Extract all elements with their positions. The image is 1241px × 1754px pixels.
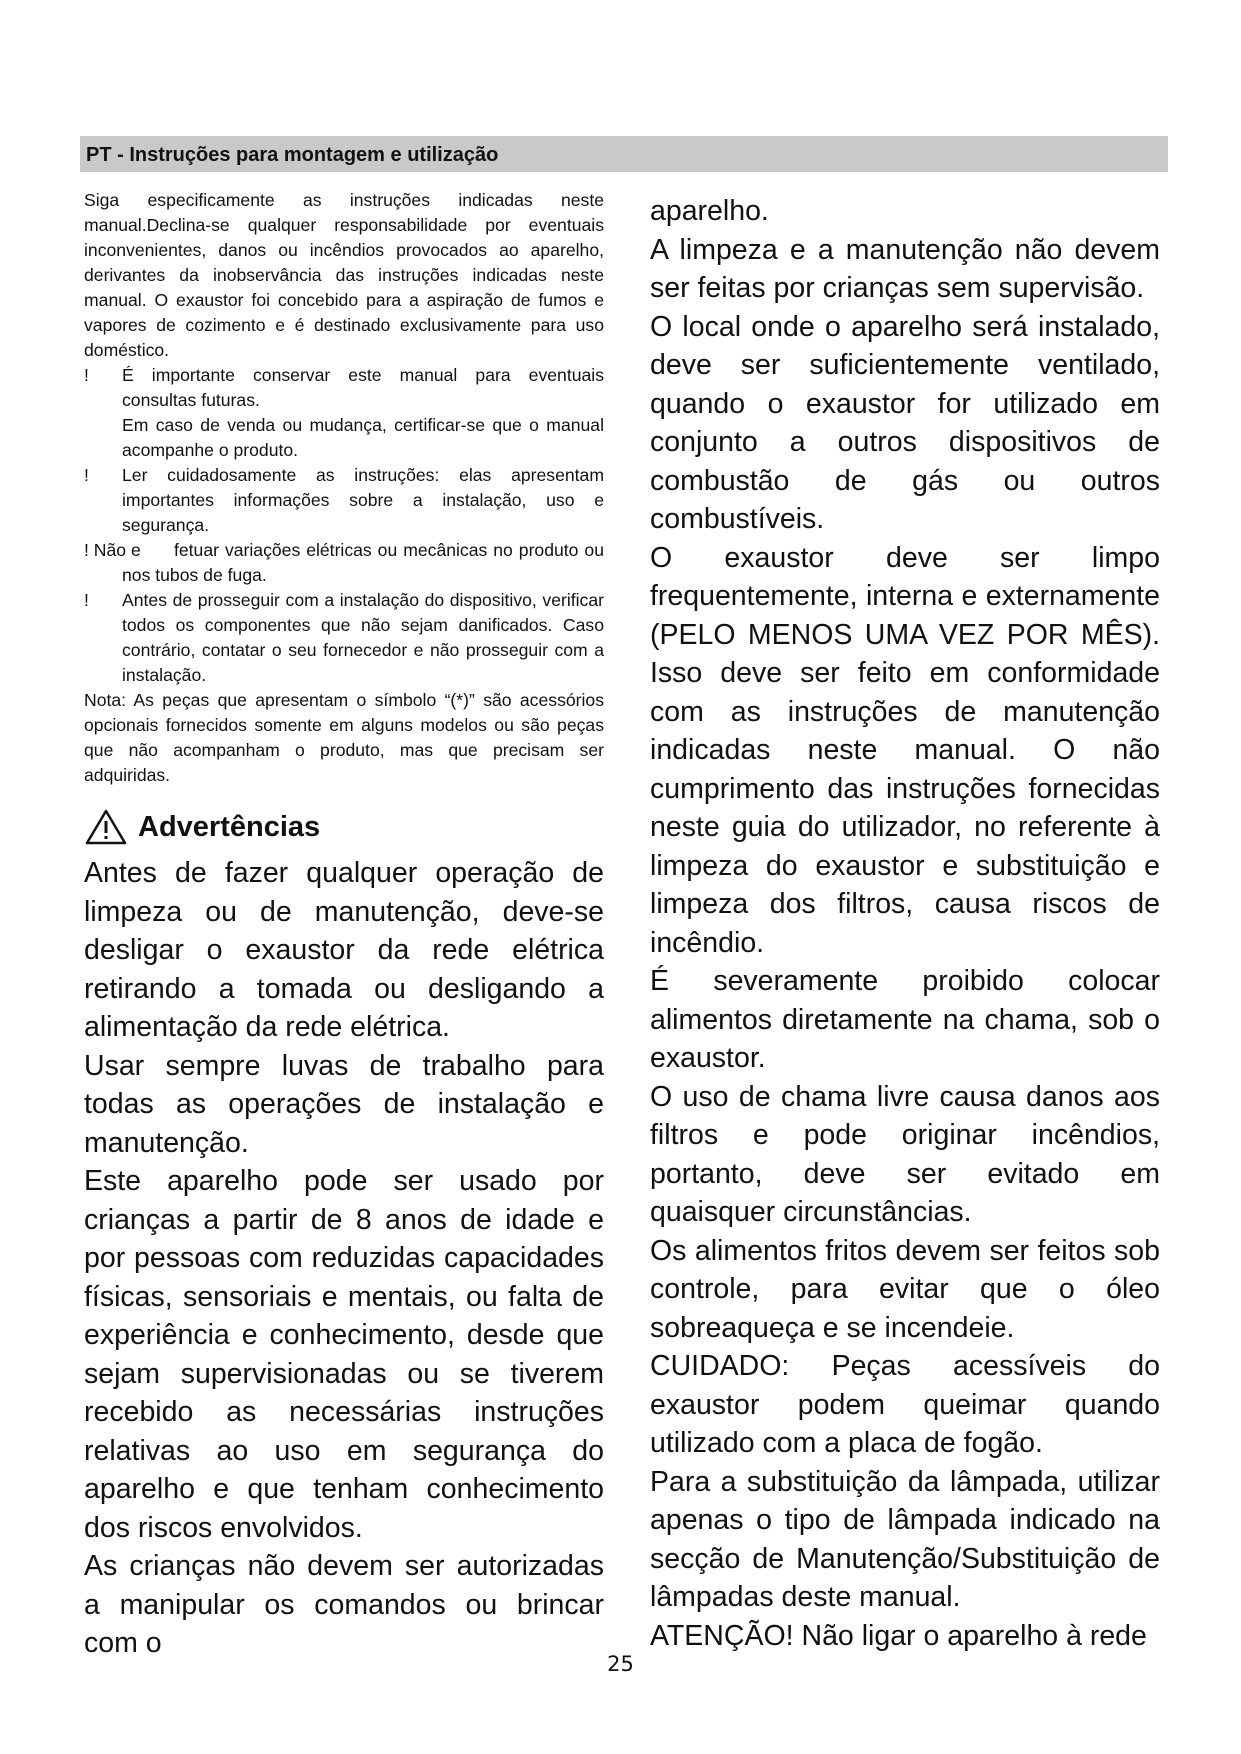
note-item <box>84 588 604 688</box>
section-title: PT - Instruções para montagem e utilização <box>86 144 499 166</box>
left-column <box>84 188 604 1663</box>
warning-paragraph: A limpeza e a manutenção não devem ser feitas por crianças sem supervisão. <box>650 233 1160 304</box>
exclamation-mark: ! Não e <box>84 540 141 560</box>
warnings-heading <box>84 808 604 846</box>
warning-paragraph: Para a substituição da lâmpada, utilizar apenas o tipo de lâmpada indicado na secção de Manutenção/Substituição de lâmpadas deste manual. <box>650 1465 1160 1613</box>
warning-paragraph: As crianças não devem ser autorizadas a manipular os comandos ou brincar com o <box>84 1550 604 1659</box>
warning-paragraph: É severamente proibido colocar alimentos diretamente na chama, sob o exaustor. <box>650 965 1160 1074</box>
warning-paragraph: aparelho. <box>650 195 769 227</box>
nota-paragraph: Nota: As peças que apresentam o símbolo “(*)” são acessórios opcionais fornecidos somente em alguns modelos ou são peças que não acompanham o produto, mas que precisam ser adquiridas. <box>84 690 604 785</box>
exclamation-mark: ! <box>84 465 89 485</box>
warning-paragraph: Antes de fazer qualquer operação de limpeza ou de manutenção, deve-se desligar o exaustor da rede elétrica retirando a tomada ou desligando a alimentação da rede elétrica. <box>84 857 604 1043</box>
warning-triangle-icon <box>84 808 128 846</box>
note-text: É importante conservar este manual para eventuais consultas futuras. <box>122 365 604 410</box>
warning-paragraph: CUIDADO: Peças acessíveis do exaustor podem queimar quando utilizado com a placa de fogão. <box>650 1350 1160 1459</box>
notes-list <box>84 363 604 688</box>
intro-paragraph: Siga especificamente as instruções indicadas neste manual.Declina-se qualquer responsabilidade por eventuais inconvenientes, danos ou incêndios provocados ao aparelho, derivantes da inobservância das instruções indicadas neste manual. O exaustor foi concebido para a aspiração de fumos e vapores de cozimento e é destinado exclusivamente para uso doméstico. <box>84 190 604 360</box>
note-item <box>84 463 604 538</box>
exclamation-mark: ! <box>84 365 89 385</box>
note-text: Antes de prosseguir com a instalação do dispositivo, verificar todos os componentes que não sejam danificados. Caso contrário, contatar o seu fornecedor e não prosseguir com a instalação. <box>122 590 604 685</box>
right-column <box>650 192 1160 1655</box>
warning-paragraph: O local onde o aparelho será instalado, deve ser suficientemente ventilado, quando o exaustor for utilizado em conjunto a outros dispositivos de combustão de gás ou outros combustíveis. <box>650 310 1160 535</box>
note-text: fetuar variações elétricas ou mecânicas no produto ou nos tubos de fuga. <box>122 540 604 585</box>
warning-paragraph: ATENÇÃO! Não ligar o aparelho à rede <box>650 1619 1147 1652</box>
note-item <box>84 413 604 463</box>
note-text: Ler cuidadosamente as instruções: elas apresentam importantes informações sobre a instalação, uso e segurança. <box>122 465 604 535</box>
warning-paragraph: Os alimentos fritos devem ser feitos sob controle, para evitar que o óleo sobreaqueça e se incendeie. <box>650 1234 1160 1344</box>
note-item <box>84 538 604 588</box>
warning-paragraph: O exaustor deve ser limpo frequentemente, interna e externamente (PELO MENOS UMA VEZ POR MÊS). Isso deve ser feito em conformidade com as instruções de manutenção indicadas neste manual. O não cumprimento das instruções fornecidas neste guia do utilizador, no referente à limpeza do exaustor e substituição e limpeza dos filtros, causa riscos de incêndio. <box>650 541 1160 959</box>
warning-paragraph: O uso de chama livre causa danos aos filtros e pode originar incêndios, portanto, deve ser evitado em quaisquer circunstâncias. <box>650 1080 1160 1228</box>
warning-paragraph: Usar sempre luvas de trabalho para todas as operações de instalação e manutenção. <box>84 1049 604 1159</box>
section-header-bar <box>80 136 1168 172</box>
page-number: 25 <box>607 1652 634 1676</box>
note-text: Em caso de venda ou mudança, certificar-se que o manual acompanhe o produto. <box>122 415 604 460</box>
warnings-title: Advertências <box>138 810 321 843</box>
warning-paragraph: Este aparelho pode ser usado por crianças a partir de 8 anos de idade e por pessoas com reduzidas capacidades físicas, sensoriais e mentais, ou falta de experiência e conhecimento, desde que sejam supervisionadas ou se tiverem recebido as necessárias instruções relativas ao uso em segurança do aparelho e que tenham conhecimento dos riscos envolvidos. <box>84 1165 604 1544</box>
exclamation-mark: ! <box>84 590 89 610</box>
note-item <box>84 363 604 413</box>
